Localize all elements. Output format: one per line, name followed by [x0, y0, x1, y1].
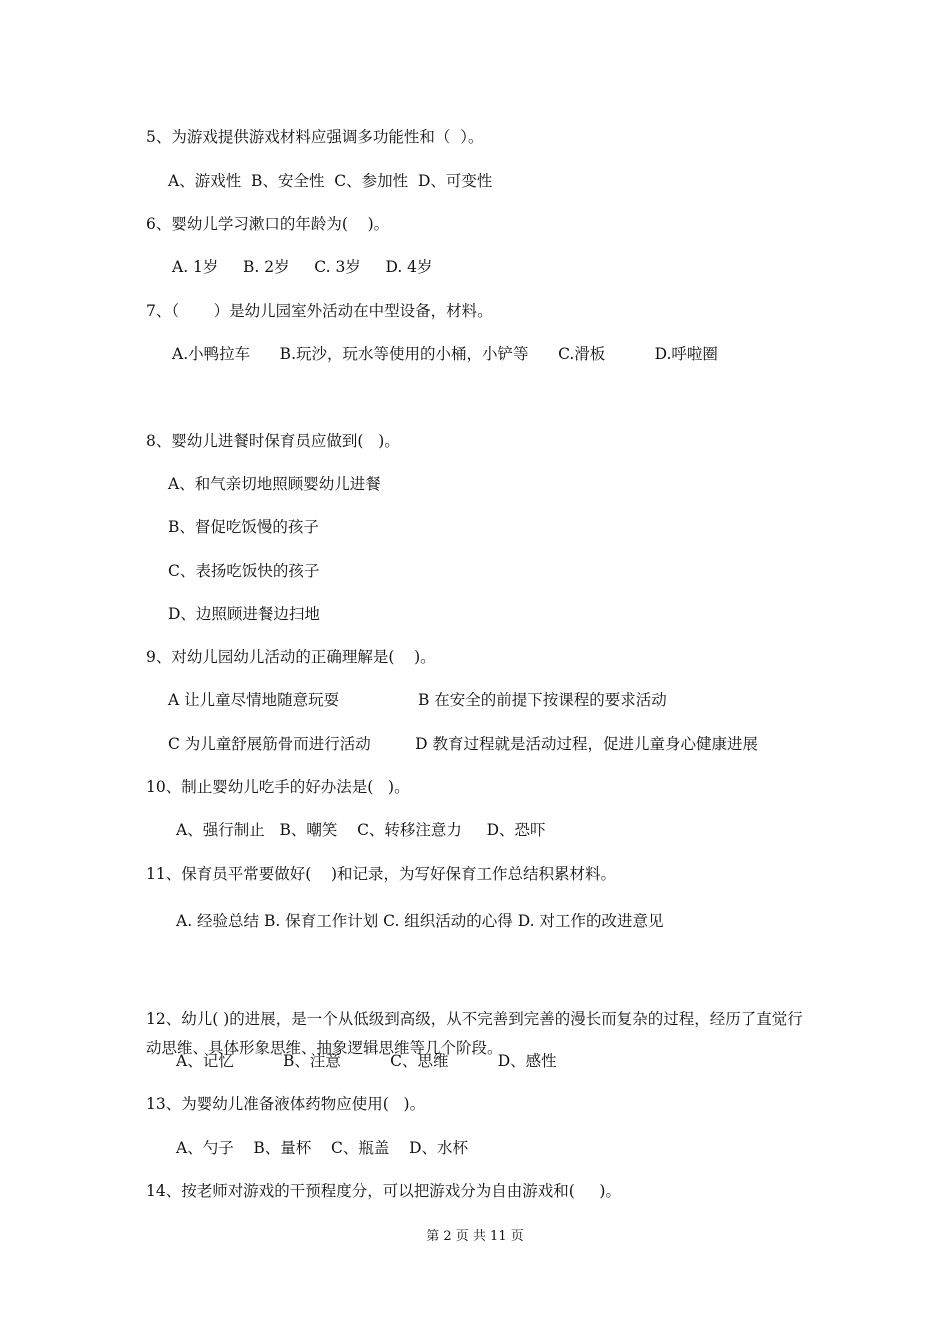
question-9-options-row-2: C 为儿童舒展筋骨而进行活动 D 教育过程就是活动过程，促进儿童身心健康进展: [168, 735, 758, 753]
question-10-stem: 10、制止婴幼儿吃手的好办法是( )。: [146, 778, 410, 796]
question-12-options: A、记忆 B、注意 C、思维 D、感性: [176, 1052, 557, 1070]
question-8-stem: 8、婴幼儿进餐时保育员应做到( )。: [146, 432, 400, 450]
question-8-option-b: B、督促吃饭慢的孩子: [168, 518, 319, 536]
question-11-options: A. 经验总结 B. 保育工作计划 C. 组织活动的心得 D. 对工作的改进意见: [176, 912, 664, 930]
question-13-options: A、勺子 B、量杯 C、瓶盖 D、水杯: [176, 1139, 468, 1157]
question-13-stem: 13、为婴幼儿准备液体药物应使用( )。: [146, 1095, 426, 1113]
question-9-options-row-1: A 让儿童尽情地随意玩耍 B 在安全的前提下按课程的要求活动: [168, 691, 667, 709]
question-8-option-a: A、和气亲切地照顾婴幼儿进餐: [168, 475, 381, 493]
question-12-stem: 12、幼儿( )的进展，是一个从低级到高级，从不完善到完善的漫长而复杂的过程，经历了直觉行动思维、具体形象思维、抽象逻辑思维等几个阶段。: [146, 1010, 803, 1057]
question-7-options: A.小鸭拉车 B.玩沙，玩水等使用的小桶，小铲等 C.滑板 D.呼啦圈: [172, 345, 718, 363]
question-5-options: A、游戏性 B、安全性 C、参加性 D、可变性: [168, 172, 493, 190]
question-10-options: A、强行制止 B、嘲笑 C、转移注意力 D、恐吓: [176, 821, 546, 839]
question-14-stem: 14、按老师对游戏的干预程度分，可以把游戏分为自由游戏和( )。: [146, 1182, 621, 1200]
question-8-option-d: D、边照顾进餐边扫地: [168, 605, 320, 623]
question-9-stem: 9、对幼儿园幼儿活动的正确理解是( )。: [146, 648, 436, 666]
question-11-stem: 11、保育员平常要做好( )和记录，为写好保育工作总结积累材料。: [146, 865, 617, 883]
question-6-options: A. 1岁 B. 2岁 C. 3岁 D. 4岁: [172, 258, 433, 276]
question-6-stem: 6、婴幼儿学习漱口的年龄为( )。: [146, 215, 390, 233]
question-8-option-c: C、表扬吃饭快的孩子: [168, 562, 320, 580]
page-number-footer: 第 2 页 共 11 页: [426, 1229, 524, 1244]
question-5-stem: 5、为游戏提供游戏材料应强调多功能性和（ ）。: [146, 128, 484, 146]
question-7-stem: 7、（ ）是幼儿园室外活动在中型设备，材料。: [146, 302, 493, 320]
